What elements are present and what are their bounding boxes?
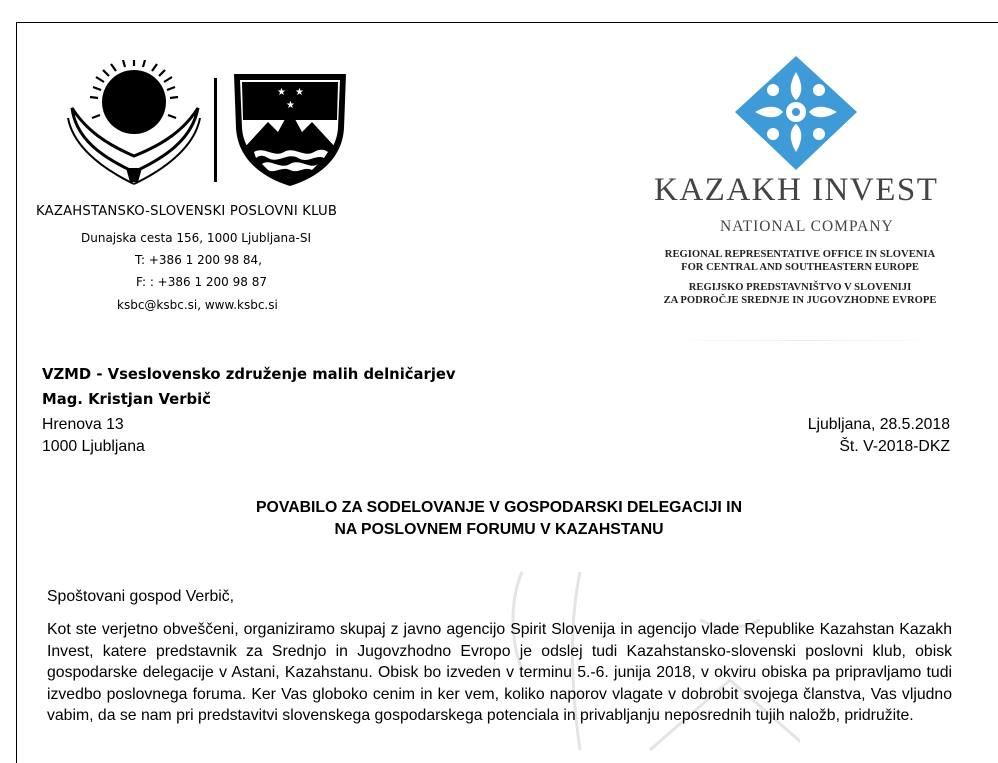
- recipient-city: 1000 Ljubljana: [42, 438, 145, 455]
- logo-divider: [214, 78, 217, 182]
- kazakh-sun-eagle-icon: [68, 60, 200, 184]
- svg-text:★: ★: [286, 100, 295, 111]
- kazakh-invest-subtitle: NATIONAL COMPANY: [720, 218, 894, 235]
- letter-title-line-1: POVABILO ZA SODELOVANJE V GOSPODARSKI DELEGACIJI IN: [256, 499, 742, 516]
- reference-number: Št. V-2018-DKZ: [839, 438, 950, 455]
- kazakh-slovenian-emblems: [64, 60, 354, 194]
- recipient-org: VZMD - Vseslovensko združenje malih delničarjev: [42, 366, 456, 383]
- recipient-person: Mag. Kristjan Verbič: [42, 391, 211, 408]
- recipient-street: Hrenova 13: [42, 416, 124, 433]
- letter-paragraph: Kot ste verjetno obveščeni, organiziramo skupaj z javno agencijo Spirit Slovenija in agencijo vlade Republike Kazahstan Kazakh Invest, katere predstavnik za Srednjo in Jugovzhodno Evropo je odslej tudi Kazahstansko-slovenski poslovni klub, obisk gospodarske delegacije v Astani, Kazahstanu. Obisk bo izveden v terminu 5.-6. junija 2018, v okviru obiska pa pripravljamo tudi izvedbo poslovnega foruma. Ker Vas globoko cenim in ker vem, koliko naporov vlagate v dobrobit svojega članstva, Vas vljudno vabim, da se nam pri predstavitvi slovenskega gospodarskega potenciala in privabljanju neposrednih tujih naložb, pridružite.: [47, 621, 952, 725]
- letter-salutation: Spoštovani gospod Verbič,: [47, 588, 235, 605]
- office-en-line-2: FOR CENTRAL AND SOUTHEASTERN EUROPE: [681, 262, 919, 273]
- club-address: Dunajska cesta 156, 1000 Ljubljana-SI: [81, 231, 311, 245]
- slovenian-coat-of-arms-icon: [234, 74, 346, 186]
- place-date: Ljubljana, 28.5.2018: [807, 416, 950, 433]
- club-fax: F: : +386 1 200 98 87: [136, 275, 267, 289]
- office-sl-line-2: ZA PODROČJE SREDNJE IN JUGOVZHODNE EVROPE: [663, 295, 937, 306]
- kazakh-invest-title: KAZAKH INVEST: [654, 172, 939, 208]
- svg-text:★: ★: [277, 87, 286, 98]
- kazakh-invest-emblem-icon: [721, 54, 871, 172]
- club-contact: ksbc@ksbc.si, www.ksbc.si: [117, 298, 278, 312]
- office-en-line-1: REGIONAL REPRESENTATIVE OFFICE IN SLOVENIA: [664, 249, 936, 260]
- club-phone: T: +386 1 200 98 84,: [135, 253, 262, 267]
- svg-text:★: ★: [295, 87, 304, 98]
- club-name: KAZAHSTANSKO-SLOVENSKI POSLOVNI KLUB: [36, 204, 338, 219]
- office-sl-line-1: REGIJSKO PREDSTAVNIŠTVO V SLOVENIJI: [688, 282, 912, 293]
- letter-title-line-2: NA POSLOVNEM FORUMU V KAZAHSTANU: [334, 521, 664, 538]
- header-fade-line: [660, 340, 950, 341]
